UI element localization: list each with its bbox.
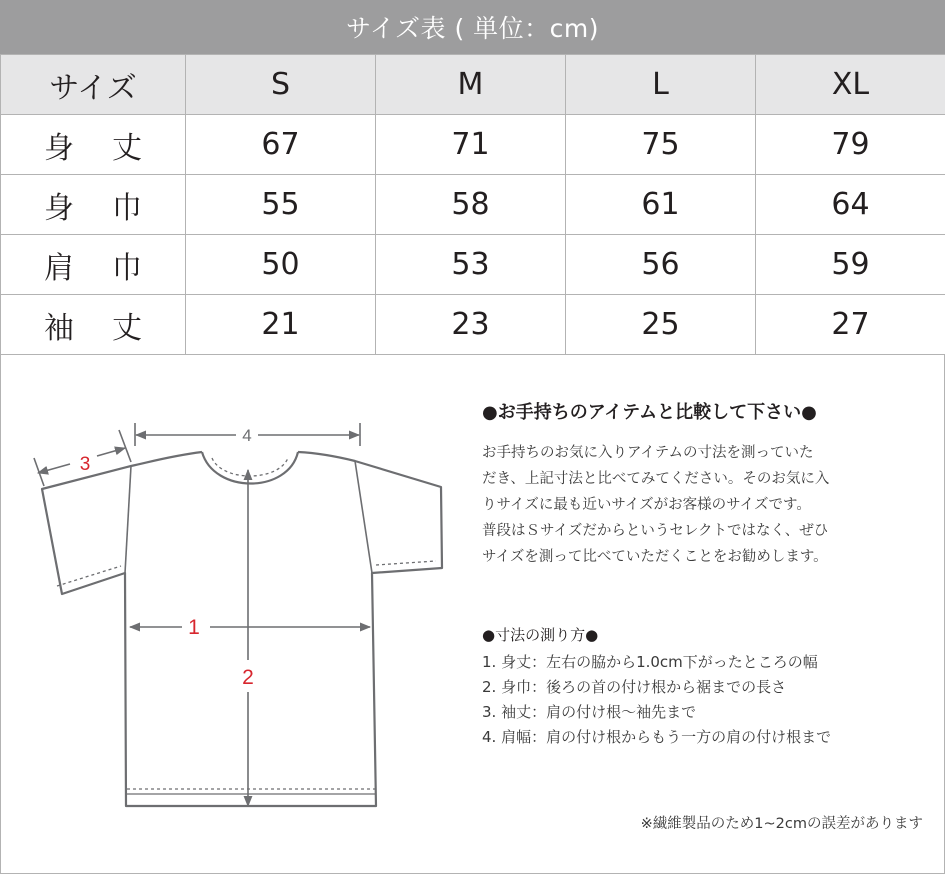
table-cell: 23 bbox=[376, 295, 566, 355]
row-label-b: 丈 bbox=[112, 310, 142, 346]
tshirt-diagram bbox=[0, 0, 470, 875]
table-cell: 27 bbox=[756, 295, 945, 355]
header-cell-m: M bbox=[376, 55, 566, 115]
table-cell: 59 bbox=[756, 235, 945, 295]
compare-description bbox=[482, 440, 922, 570]
header-cell-s: S bbox=[186, 55, 376, 115]
table-cell: 61 bbox=[566, 175, 756, 235]
compare-line: お手持ちのお気に入りアイテムの寸法を測っていた bbox=[482, 445, 814, 461]
measure-label-3: 3 bbox=[79, 454, 91, 475]
measure-item: 3. 袖丈：肩の付け根～袖先まで bbox=[482, 703, 697, 721]
compare-line: だき、上記寸法と比べてみてください。そのお気に入 bbox=[482, 471, 830, 487]
table-cell: 50 bbox=[186, 235, 376, 295]
table-cell: 53 bbox=[376, 235, 566, 295]
measure-list bbox=[482, 650, 831, 750]
header-cell-l: L bbox=[566, 55, 756, 115]
compare-line: 普段はＳサイズだからというセレクトではなく、ぜひ bbox=[482, 523, 829, 539]
table-cell: 25 bbox=[566, 295, 756, 355]
table-cell: 75 bbox=[566, 115, 756, 175]
table-cell: 64 bbox=[756, 175, 945, 235]
row-label-b: 巾 bbox=[112, 250, 142, 286]
table-cell: 56 bbox=[566, 235, 756, 295]
measure-label-4: 4 bbox=[242, 426, 252, 445]
row-label-a: 身 bbox=[44, 190, 74, 226]
size-table-title: サイズ表 ( 単位：cm) bbox=[0, 0, 945, 54]
table-cell: 71 bbox=[376, 115, 566, 175]
table-cell: 67 bbox=[186, 115, 376, 175]
tolerance-note: ※繊維製品のため1~2cmの誤差があります bbox=[640, 816, 923, 832]
measure-title: ●寸法の測り方● bbox=[482, 626, 599, 644]
measure-label-1: 1 bbox=[188, 616, 200, 639]
table-cell: 21 bbox=[186, 295, 376, 355]
table-cell: 55 bbox=[186, 175, 376, 235]
measure-item: 1. 身丈：左右の脇から1.0cm下がったところの幅 bbox=[482, 653, 818, 671]
measure-item: 2. 身巾：後ろの首の付け根から裾までの長さ bbox=[482, 678, 787, 696]
row-label-b: 丈 bbox=[112, 130, 142, 166]
row-label-a: 身 bbox=[44, 130, 74, 166]
row-label-a: 肩 bbox=[44, 250, 74, 286]
compare-line: サイズを測って比べていただくことをお勧めします。 bbox=[482, 549, 828, 565]
row-label-b: 巾 bbox=[112, 190, 142, 226]
header-cell-size: サイズ bbox=[1, 55, 186, 115]
measure-lines bbox=[34, 423, 370, 806]
header-cell-xl: XL bbox=[756, 55, 945, 115]
measure-labels bbox=[80, 426, 254, 689]
compare-line: りサイズに最も近いサイズがお客様のサイズです。 bbox=[482, 497, 811, 513]
table-cell: 58 bbox=[376, 175, 566, 235]
table-cell: 79 bbox=[756, 115, 945, 175]
measure-item: 4. 肩幅：肩の付け根からもう一方の肩の付け根まで bbox=[482, 728, 832, 746]
tshirt-outline bbox=[42, 452, 442, 806]
compare-title: ●お手持ちのアイテムと比較して下さい● bbox=[482, 402, 817, 423]
row-label-a: 袖 bbox=[44, 310, 74, 346]
measure-label-2: 2 bbox=[242, 666, 254, 689]
